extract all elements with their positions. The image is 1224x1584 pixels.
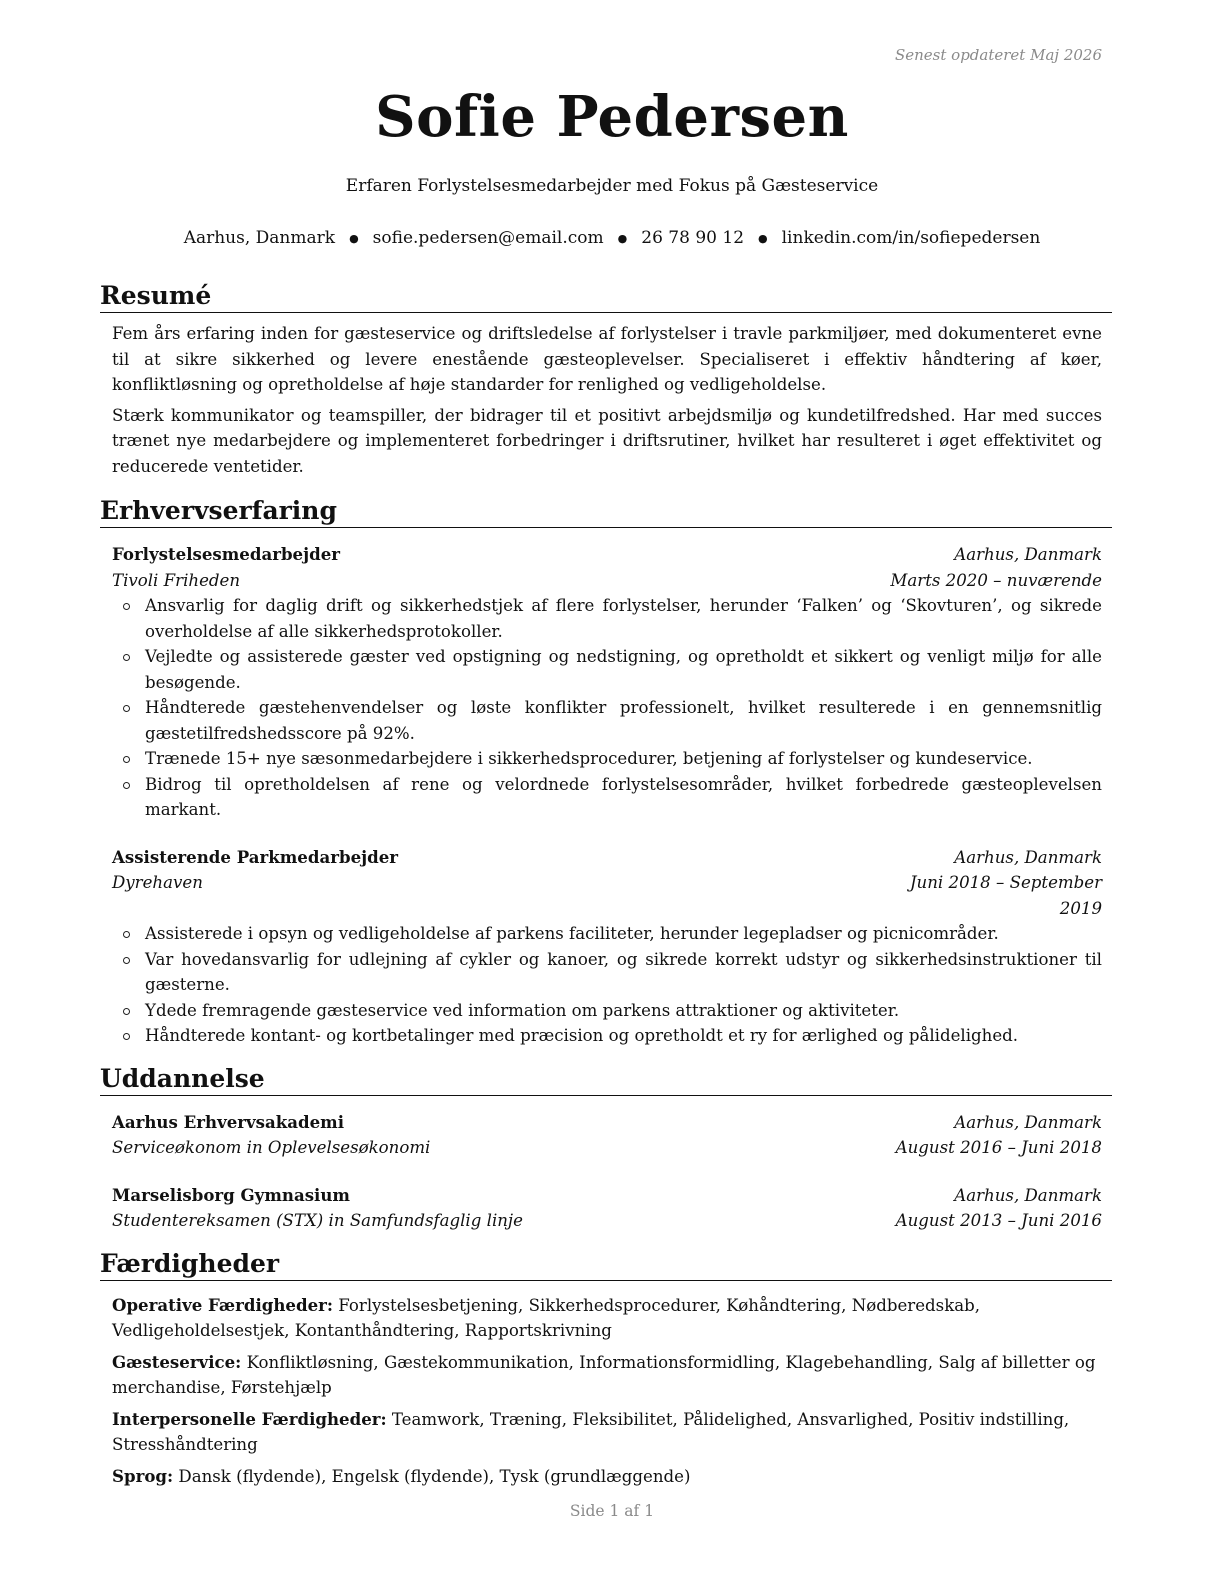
education-entry bbox=[112, 1183, 1102, 1234]
summary-paragraph: Stærk kommunikator og teamspiller, der bidrager til et positivt arbejdsmiljø og kundetilfredshed. Har med succes trænet nye medarbejdere og implementeret forbedringer i driftsrutiner, hvilket har resulteret i øget effektivitet og reducerede ventetider. bbox=[112, 405, 1102, 476]
summary-section bbox=[100, 321, 1112, 479]
list-item: Assisterede i opsyn og vedligeholdelse af parkens faciliteter, herunder legepladser og picnicområder. bbox=[112, 921, 1102, 947]
school-location: Aarhus, Danmark bbox=[954, 1185, 1102, 1205]
list-item: Bidrog til opretholdelsen af rene og velordnede forlystelsesområder, hvilket forbedrede gæsteoplevelsen markant. bbox=[112, 772, 1102, 823]
contact-line bbox=[0, 228, 1224, 248]
bullet-separator-icon: ● bbox=[758, 231, 768, 245]
skills-section bbox=[100, 1293, 1112, 1490]
skill-label: Interpersonelle Færdigheder: bbox=[112, 1408, 387, 1429]
job-location: Aarhus, Danmark bbox=[954, 545, 1102, 564]
school-name: Marselisborg Gymnasium bbox=[112, 1184, 350, 1205]
skill-row bbox=[112, 1464, 1102, 1490]
list-item: Håndterede gæstehenvendelser og løste konflikter professionelt, hvilket resulterede i en gennemsnitlig gæstetilfredshedsscore på 92%. bbox=[112, 695, 1102, 746]
list-item: Vejledte og assisterede gæster ved opstigning og nedstigning, og opretholdt et sikkert og venligt miljø for alle besøgende. bbox=[112, 644, 1102, 695]
skill-label: Gæsteservice: bbox=[112, 1351, 242, 1372]
job-company: Dyrehaven bbox=[112, 873, 203, 892]
job-location: Aarhus, Danmark bbox=[954, 847, 1102, 867]
education-dates: August 2013 – Juni 2016 bbox=[895, 1211, 1102, 1230]
job-bullets bbox=[112, 593, 1102, 823]
contact-location: Aarhus, Danmark bbox=[183, 228, 336, 248]
candidate-name: Sofie Pedersen bbox=[375, 84, 849, 150]
summary-paragraph: Fem års erfaring inden for gæsteservice og driftsledelse af forlystelser i travle parkmiljøer, med dokumenteret evne til at sikre sikkerhed og levere enestående gæsteoplevelser. Specialiseret i effektiv håndtering af køer, konfliktløsning og opretholdelse af høje standarder for renlighed og vedligeholdelse. bbox=[112, 324, 1102, 394]
education-section bbox=[100, 1110, 1112, 1234]
list-item: Ydede fremragende gæsteservice ved information om parkens attraktioner og aktiviteter. bbox=[112, 998, 1102, 1024]
job-role: Forlystelsesmedarbejder bbox=[112, 544, 341, 564]
degree: Studentereksamen (STX) in Samfundsfaglig linje bbox=[112, 1211, 523, 1230]
education-entry bbox=[112, 1110, 1102, 1161]
contact-phone: 26 78 90 12 bbox=[641, 228, 745, 248]
bullet-separator-icon: ● bbox=[617, 231, 628, 245]
job-bullets bbox=[112, 921, 1102, 1049]
skill-row bbox=[112, 1407, 1102, 1458]
section-title-skills: Færdigheder bbox=[100, 1248, 1112, 1281]
list-item: Håndterede kontant- og kortbetalinger med præcision og opretholdt et ry for ærlighed og pålidelighed. bbox=[112, 1023, 1102, 1049]
list-item: Ansvarlig for daglig drift og sikkerhedstjek af flere forlystelser, herunder ‘Falken’ og ‘Skovturen’, og sikrede overholdelse af alle sikkerhedsprotokoller. bbox=[112, 593, 1102, 644]
skill-text: Konfliktløsning, Gæstekommunikation, Informationsformidling, Klagebehandling, Salg af billetter og merchandise, Førstehjælp bbox=[112, 1352, 1096, 1397]
job-entry bbox=[112, 845, 1102, 1049]
skill-text: Teamwork, Træning, Fleksibilitet, Pålidelighed, Ansvarlighed, Positiv indstilling, Stresshåndtering bbox=[112, 1409, 1070, 1454]
school-name: Aarhus Erhvervsakademi bbox=[112, 1111, 345, 1132]
tagline: Erfaren Forlystelsesmedarbejder med Fokus på Gæsteservice bbox=[345, 176, 879, 196]
skill-text: Dansk (flydende), Engelsk (flydende), Tysk (grundlæggende) bbox=[178, 1466, 691, 1486]
list-item: Var hovedansvarlig for udlejning af cykler og kanoer, og sikrede korrekt udstyr og sikkerhedsinstruktioner til gæsterne. bbox=[112, 947, 1102, 998]
skill-label: Sprog: bbox=[112, 1465, 174, 1486]
job-company: Tivoli Friheden bbox=[112, 570, 241, 590]
job-dates: Marts 2020 – nuværende bbox=[890, 570, 1102, 590]
job-role: Assisterende Parkmedarbejder bbox=[112, 846, 399, 867]
section-title-experience: Erhvervserfaring bbox=[100, 495, 1112, 528]
skill-text: Forlystelsesbetjening, Sikkerhedsprocedurer, Køhåndtering, Nødberedskab, Vedligeholdelsestjek, Kontanthåndtering, Rapportskrivning bbox=[112, 1295, 981, 1340]
skill-row bbox=[112, 1293, 1102, 1344]
school-location: Aarhus, Danmark bbox=[954, 1112, 1102, 1132]
last-updated: Senest opdateret Maj 2026 bbox=[894, 46, 1102, 64]
bullet-separator-icon: ● bbox=[349, 231, 359, 245]
list-item: Trænede 15+ nye sæsonmedarbejdere i sikkerhedsprocedurer, betjening af forlystelser og kundeservice. bbox=[112, 746, 1102, 772]
skill-label: Operative Færdigheder: bbox=[112, 1294, 334, 1315]
job-entry bbox=[112, 542, 1102, 823]
page-number: Side 1 af 1 bbox=[569, 1502, 655, 1520]
degree: Serviceøkonom in Oplevelsesøkonomi bbox=[112, 1138, 431, 1157]
experience-section bbox=[100, 542, 1112, 1049]
section-title-summary: Resumé bbox=[100, 280, 1112, 313]
contact-linkedin[interactable]: linkedin.com/in/sofiepedersen bbox=[781, 228, 1041, 248]
section-title-education: Uddannelse bbox=[100, 1063, 1112, 1096]
skill-row bbox=[112, 1350, 1102, 1401]
job-dates: Juni 2018 – September 2019 bbox=[909, 873, 1102, 918]
resume-body bbox=[100, 280, 1112, 1489]
contact-email[interactable]: sofie.pedersen@email.com bbox=[372, 228, 604, 248]
education-dates: August 2016 – Juni 2018 bbox=[895, 1138, 1102, 1157]
